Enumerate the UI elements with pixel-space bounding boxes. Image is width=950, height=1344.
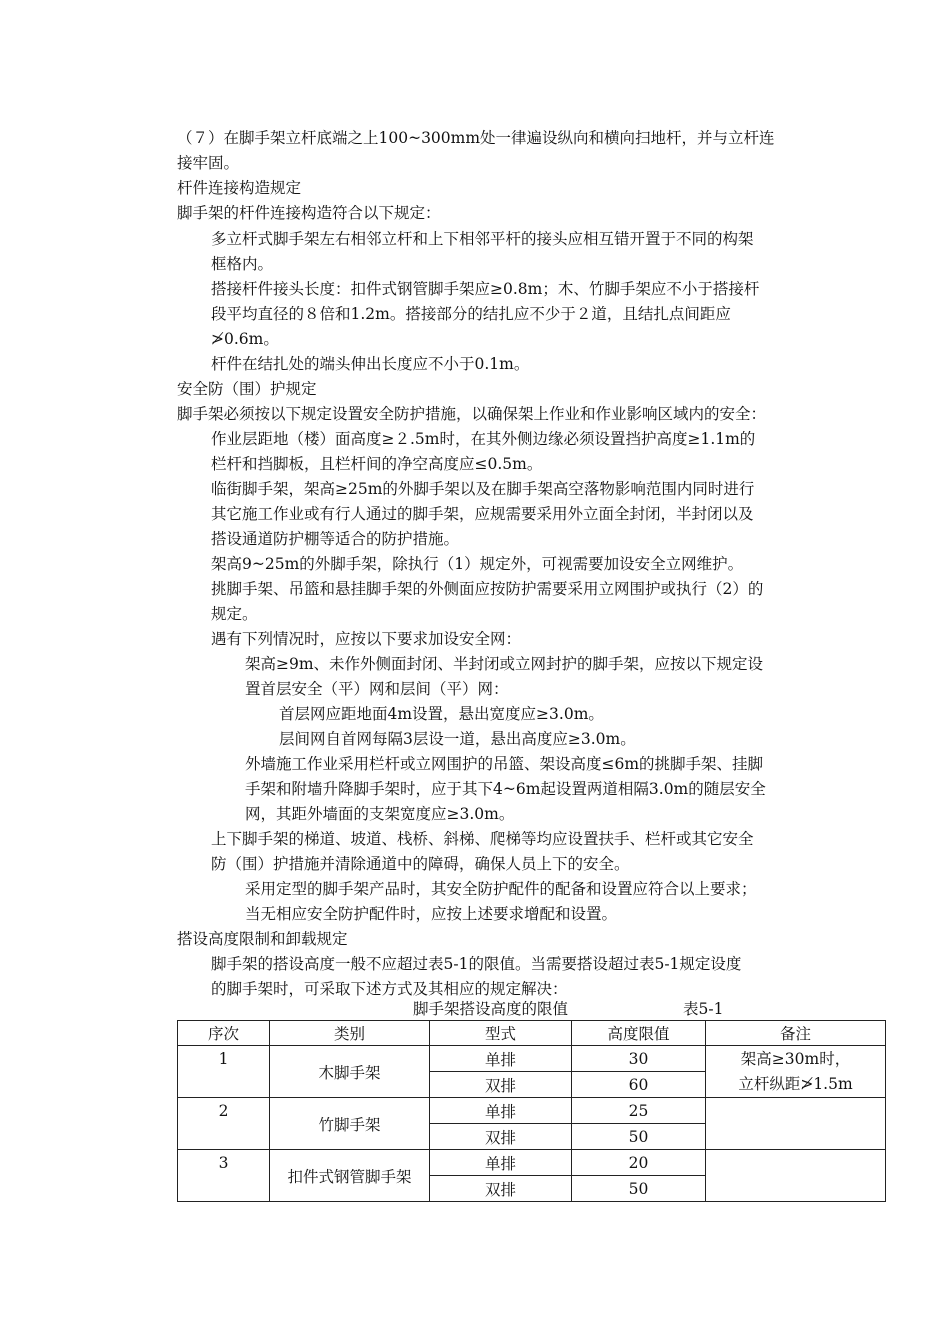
type-cell: 单排	[430, 1046, 572, 1072]
category-cell: 竹脚手架	[270, 1098, 430, 1150]
height-limit-table	[177, 1020, 886, 1202]
header-type: 型式	[430, 1021, 572, 1046]
section-heading: 杆件连接构造规定	[177, 179, 302, 197]
paragraph-line: 临街脚手架，架高≥25m的外脚手架以及在脚手架高空落物影响范围内同时进行	[211, 480, 755, 498]
paragraph-line: 挑脚手架、吊篮和悬挂脚手架的外侧面应按防护需要采用立网围护或执行（2）的	[211, 580, 764, 598]
paragraph-line: 首层网应距地面4m设置，悬出宽度应≥3.0m。	[279, 705, 604, 723]
type-cell: 单排	[430, 1150, 572, 1176]
paragraph-line: 框格内。	[211, 255, 274, 273]
header-height-limit: 高度限值	[572, 1021, 706, 1046]
note-cell	[706, 1098, 886, 1150]
table-row	[178, 1098, 886, 1124]
paragraph-line: 架高≥9m、未作外侧面封闭、半封闭或立网封护的脚手架，应按以下规定设	[245, 655, 764, 673]
paragraph-line: 架高9~25m的外脚手架，除执行（1）规定外，可视需要加设安全立网维护。	[211, 555, 744, 573]
category-cell: 扣件式钢管脚手架	[270, 1150, 430, 1202]
paragraph-line: 的脚手架时，可采取下述方式及其相应的规定解决：	[211, 980, 568, 998]
note-line: 架高≥30m时，	[740, 1049, 851, 1068]
section-heading: 搭设高度限制和卸载规定	[177, 930, 348, 948]
height-cell: 25	[572, 1098, 706, 1124]
header-category: 类别	[270, 1021, 430, 1046]
seq-cell: 2	[178, 1098, 270, 1150]
table-number: 表5-1	[683, 1000, 724, 1018]
paragraph-line: 手架和附墙升降脚手架时，应于其下4~6m起设置两道相隔3.0m的随层安全	[245, 780, 766, 798]
paragraph-line: 多立杆式脚手架左右相邻立杆和上下相邻平杆的接头应相互错开置于不同的构架	[211, 230, 754, 248]
paragraph-line: 脚手架的杆件连接构造符合以下规定：	[177, 204, 441, 222]
paragraph-line: 作业层距地（楼）面高度≥２.5m时，在其外侧边缘必须设置挡护高度≥1.1m的	[211, 430, 756, 448]
table-title: 脚手架搭设高度的限值	[413, 1000, 569, 1018]
paragraph-line: 接牢固。	[177, 154, 240, 172]
height-cell: 50	[572, 1176, 706, 1202]
paragraph-line: 当无相应安全防护配件时，应按上述要求增配和设置。	[245, 905, 618, 923]
seq-cell: 3	[178, 1150, 270, 1202]
paragraph-line: 段平均直径的８倍和1.2m。搭接部分的结扎应不少于２道，且结扎点间距应	[211, 305, 731, 323]
table-header-row	[178, 1021, 886, 1046]
height-cell: 50	[572, 1124, 706, 1150]
paragraph-line: 上下脚手架的梯道、坡道、栈桥、斜梯、爬梯等均应设置扶手、栏杆或其它安全	[211, 830, 754, 848]
paragraph-line: （７）在脚手架立杆底端之上100~300mm处一律遍设纵向和横向扫地杆，并与立杆连	[177, 129, 775, 147]
paragraph-line: 规定。	[211, 605, 258, 623]
type-cell: 双排	[430, 1124, 572, 1150]
paragraph-line: 遇有下列情况时，应按以下要求加设安全网：	[211, 630, 522, 648]
note-cell	[706, 1150, 886, 1202]
height-cell: 60	[572, 1072, 706, 1098]
type-cell: 双排	[430, 1072, 572, 1098]
paragraph-line: 采用定型的脚手架产品时，其安全防护配件的配备和设置应符合以上要求；	[245, 880, 757, 898]
header-note: 备注	[706, 1021, 886, 1046]
paragraph-line: 搭接杆件接头长度：扣件式钢管脚手架应≥0.8m；木、竹脚手架应不小于搭接杆	[211, 280, 760, 298]
note-line: 立杆纵距≯1.5m	[738, 1074, 853, 1093]
paragraph-line: 防（围）护措施并清除通道中的障碍，确保人员上下的安全。	[211, 855, 630, 873]
height-cell: 30	[572, 1046, 706, 1072]
table-row	[178, 1150, 886, 1176]
paragraph-line: 脚手架的搭设高度一般不应超过表5-1的限值。当需要搭设超过表5-1规定设度	[211, 955, 742, 973]
seq-cell: 1	[178, 1046, 270, 1098]
type-cell: 双排	[430, 1176, 572, 1202]
paragraph-line: ≯0.6m。	[211, 330, 279, 348]
paragraph-line: 脚手架必须按以下规定设置安全防护措施，以确保架上作业和作业影响区域内的安全：	[177, 405, 767, 423]
header-seq: 序次	[178, 1021, 270, 1046]
paragraph-line: 层间网自首网每隔3层设一道，悬出高度应≥3.0m。	[279, 730, 636, 748]
section-heading: 安全防（围）护规定	[177, 380, 317, 398]
note-cell	[706, 1046, 886, 1098]
paragraph-line: 网，其距外墙面的支架宽度应≥3.0m。	[245, 805, 515, 823]
paragraph-line: 置首层安全（平）网和层间（平）网：	[245, 680, 509, 698]
table-row	[178, 1046, 886, 1072]
paragraph-line: 其它施工作业或有行人通过的脚手架，应规需要采用外立面全封闭，半封闭以及	[211, 505, 754, 523]
paragraph-line: 杆件在结扎处的端头伸出长度应不小于0.1m。	[211, 355, 530, 373]
paragraph-line: 栏杆和挡脚板，且栏杆间的净空高度应≤0.5m。	[211, 455, 543, 473]
paragraph-line: 外墙施工作业采用栏杆或立网围护的吊篮、架设高度≤6m的挑脚手架、挂脚	[245, 755, 764, 773]
category-cell: 木脚手架	[270, 1046, 430, 1098]
paragraph-line: 搭设通道防护棚等适合的防护措施。	[211, 530, 460, 548]
height-cell: 20	[572, 1150, 706, 1176]
type-cell: 单排	[430, 1098, 572, 1124]
